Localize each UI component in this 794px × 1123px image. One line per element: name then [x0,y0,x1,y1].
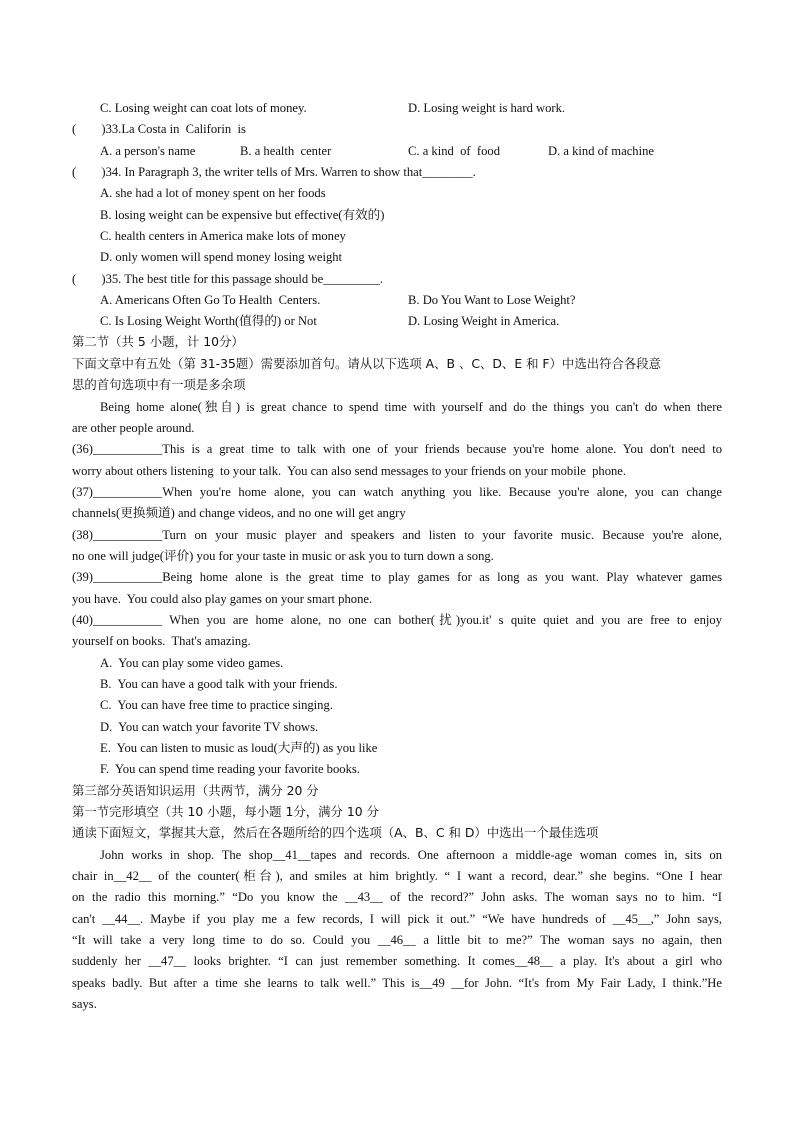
q34-option-d: D. only women will spend money losing weight [100,250,343,264]
section2-instruction-line2: 思的首句选项中有一项是多余项 [72,377,246,392]
passage-line: can't __44__. Maybe if you play me a few records, I will pick it out.” “We have hundreds of __45__,” John says, [72,912,722,926]
passage-line: chair in__42__ of the counter(柜台), and smiles at him brightly. “ I want a record, dear.” she begins. “One I hear [72,869,722,883]
section2-title: 第二节（共 5 小题，计 10分） [72,334,244,349]
option-c: C. You can have free time to practice singing. [100,698,333,712]
passage-line: on the radio this morning.” “Do you know the __43__ of the record?” John asks. The woman says no to him. “I [72,890,722,904]
q34-stem: ( )34. In Paragraph 3, the writer tells of Mrs. Warren to show that________. [72,165,476,179]
passage-line: suddenly her __47__ looks brighter. “I can just remember something. It comes__48__ a play. It's about a girl who [72,954,722,968]
paragraph-40-line1: (40)___________ When you are home alone, no one can bother(扰)you.it' s quite quiet and you are free to enjoy [72,613,722,627]
q33-option-c: C. a kind of food [408,144,500,158]
paragraph-36-line1: (36)___________This is a great time to talk with one of your friends because you're home alone. You don't need to [72,442,722,456]
paragraph-40-line2: yourself on books. That's amazing. [72,634,251,648]
intro-line1: Being home alone(独自) is great chance to spend time with yourself and do the things you can't do when there [100,400,722,414]
q35-option-b: B. Do You Want to Lose Weight? [408,293,576,307]
option-b: B. You can have a good talk with your friends. [100,677,338,691]
option-d: D. You can watch your favorite TV shows. [100,720,319,734]
paragraph-38-line2: no one will judge(评价) you for your taste in music or ask you to turn down a song. [72,549,494,563]
q33-option-a: A. a person's name [100,144,196,158]
passage-line: says. [72,997,97,1011]
option-a: A. You can play some video games. [100,656,284,670]
q35-option-c: C. Is Losing Weight Worth(值得的) or Not [100,314,317,328]
intro-line2: are other people around. [72,421,195,435]
option-f: F. You can spend time reading your favorite books. [100,762,360,776]
q32-option-c: C. Losing weight can coat lots of money. [100,101,307,115]
passage-line: speaks badly. But after a time she learns to talk well.” This is__49 __for John. “It's from My Fair Lady, I think.”He [72,976,722,990]
section2-instruction-line1: 下面文章中有五处（第 31-35题）需要添加首句。请从以下选项 A、B 、C、D、E 和 F）中选出符合各段意 [72,356,662,371]
part3-title: 第三部分英语知识运用（共两节，满分 20 分 [72,783,319,798]
q35-option-d: D. Losing Weight in America. [408,314,560,328]
paragraph-39-line1: (39)___________Being home alone is the great time to play games for as long as you want. Play whatever games [72,570,722,584]
q35-stem: ( )35. The best title for this passage should be_________. [72,272,384,286]
q33-option-b: B. a health center [240,144,332,158]
paragraph-37-line1: (37)___________When you're home alone, you can watch anything you like. Because you're alone, you can change [72,485,722,499]
paragraph-39-line2: you have. You could also play games on your smart phone. [72,592,373,606]
q34-option-c: C. health centers in America make lots of money [100,229,346,243]
q33-stem: ( )33.La Costa in Califorin is [72,122,246,136]
passage-line: “It will take a very long time to do so. Could you __46__ a little bit to me?” The woman says no again, then [72,933,722,947]
paragraph-38-line1: (38)___________Turn on your music player and speakers and listen to your favorite music. Because you're alone, [72,528,722,542]
q34-option-a: A. she had a lot of money spent on her foods [100,186,326,200]
q33-option-d: D. a kind of machine [548,144,654,158]
q32-option-d: D. Losing weight is hard work. [408,101,566,115]
part3-subtitle: 第一节完形填空（共 10 小题，每小题 1分，满分 10 分 [72,804,379,819]
q35-option-a: A. Americans Often Go To Health Centers. [100,293,321,307]
paragraph-36-line2: worry about others listening to your talk. You can also send messages to your friends on your mobile phone. [72,464,627,478]
option-e: E. You can listen to music as loud(大声的) as you like [100,741,378,755]
paragraph-37-line2: channels(更换频道) and change videos, and no one will get angry [72,506,406,520]
passage-line: John works in shop. The shop__41__tapes and records. One afternoon a middle-age woman comes in, sits on [100,848,722,862]
part3-instruction: 通读下面短文，掌握其大意，然后在各题所给的四个选项（A、B、C 和 D）中选出一个最佳选项 [72,825,599,840]
q34-option-b: B. losing weight can be expensive but effective(有效的) [100,208,385,222]
